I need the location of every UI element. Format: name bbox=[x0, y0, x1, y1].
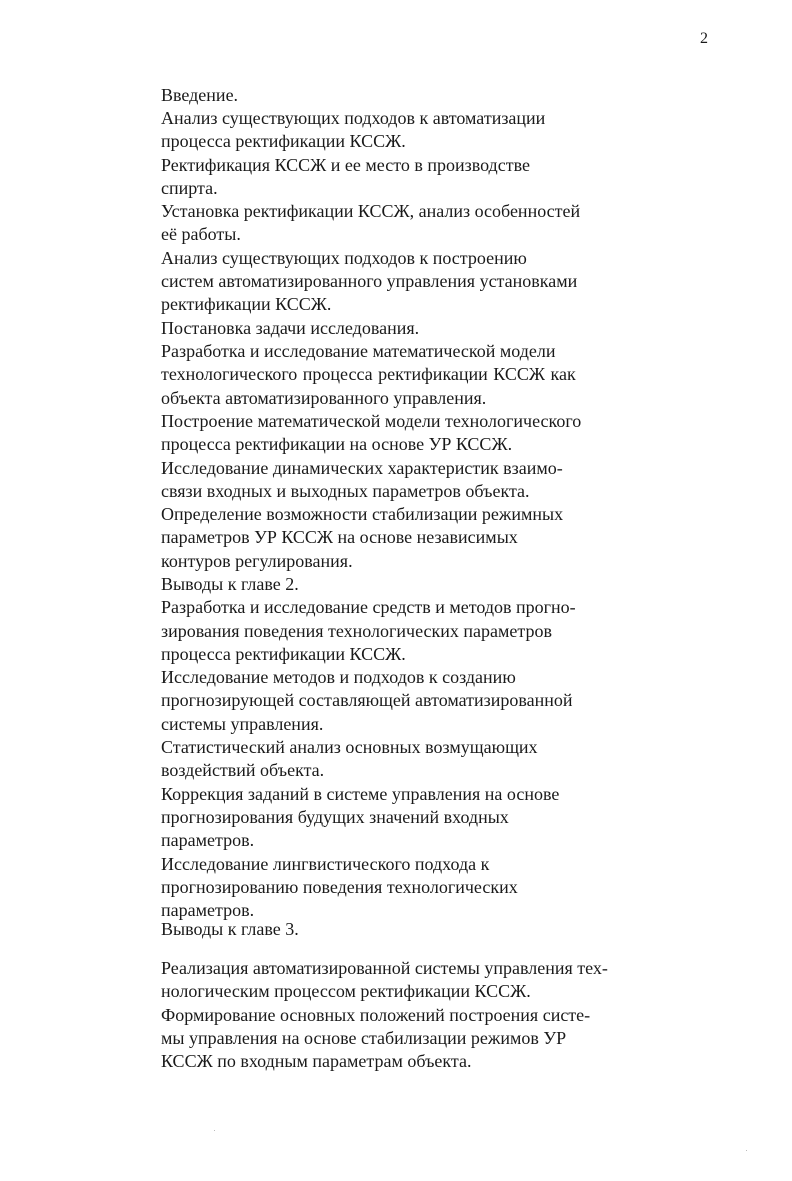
toc-title: Коррекция заданий в системе управления на основе прогнозирования будущих значений входных параметров. bbox=[161, 783, 560, 851]
toc-title: Исследование динамических характеристик взаимо- связи входных и выходных параметров объекта. bbox=[161, 457, 563, 501]
toc-title: Ректификация КССЖ и ее место в производстве спирта. bbox=[161, 154, 530, 198]
toc-title: Исследование лингвистического подхода к прогнозированию поведения технологических параметров. bbox=[161, 853, 518, 921]
toc-title: Выводы к главе 3. bbox=[161, 918, 299, 939]
toc-title: Постановка задачи исследования. bbox=[161, 317, 420, 338]
toc-title: Анализ существующих подходов к автоматизации процесса ректификации КССЖ. bbox=[161, 108, 546, 152]
toc-title: Формирование основных положений построения систе- мы управления на основе стабилизации режимов УР КССЖ по входным параметрам объекта. bbox=[161, 1004, 591, 1072]
toc-title: Статистический анализ основных возмущающих воздействий объекта. bbox=[161, 737, 538, 781]
toc-title: Построение математической модели технологического процесса ректификации на основе УР КССЖ. bbox=[161, 410, 582, 455]
toc-title: Разработка и исследование математической модели технологического процесса ректификации КССЖ как объекта автоматизированного управления. bbox=[161, 341, 576, 408]
toc-title: Анализ существующих подходов к построению систем автоматизированного управления установками ректификации КССЖ. bbox=[161, 247, 578, 315]
scan-speck bbox=[746, 1150, 747, 1151]
toc-title: Реализация автоматизированной системы управления тех- нологическим процессом ректификации КССЖ. bbox=[161, 958, 608, 1002]
toc-title: Установка ректификации КССЖ, анализ особенностей её работы. bbox=[161, 201, 581, 245]
toc-title: Определение возможности стабилизации режимных параметров УР КССЖ на основе независимых контуров регулирования. bbox=[161, 504, 564, 571]
toc-title: Введение. bbox=[161, 85, 239, 105]
toc-title: Разработка и исследование средств и методов прогно- зирования поведения технологических параметров процесса ректификации КССЖ. bbox=[161, 597, 576, 664]
toc-title: Исследование методов и подходов к созданию прогнозирующей составляющей автоматизированной системы управления. bbox=[161, 667, 573, 734]
page-number: 2 bbox=[700, 30, 708, 47]
scan-speck bbox=[214, 1130, 215, 1131]
toc-title: Выводы к главе 2. bbox=[161, 574, 299, 594]
